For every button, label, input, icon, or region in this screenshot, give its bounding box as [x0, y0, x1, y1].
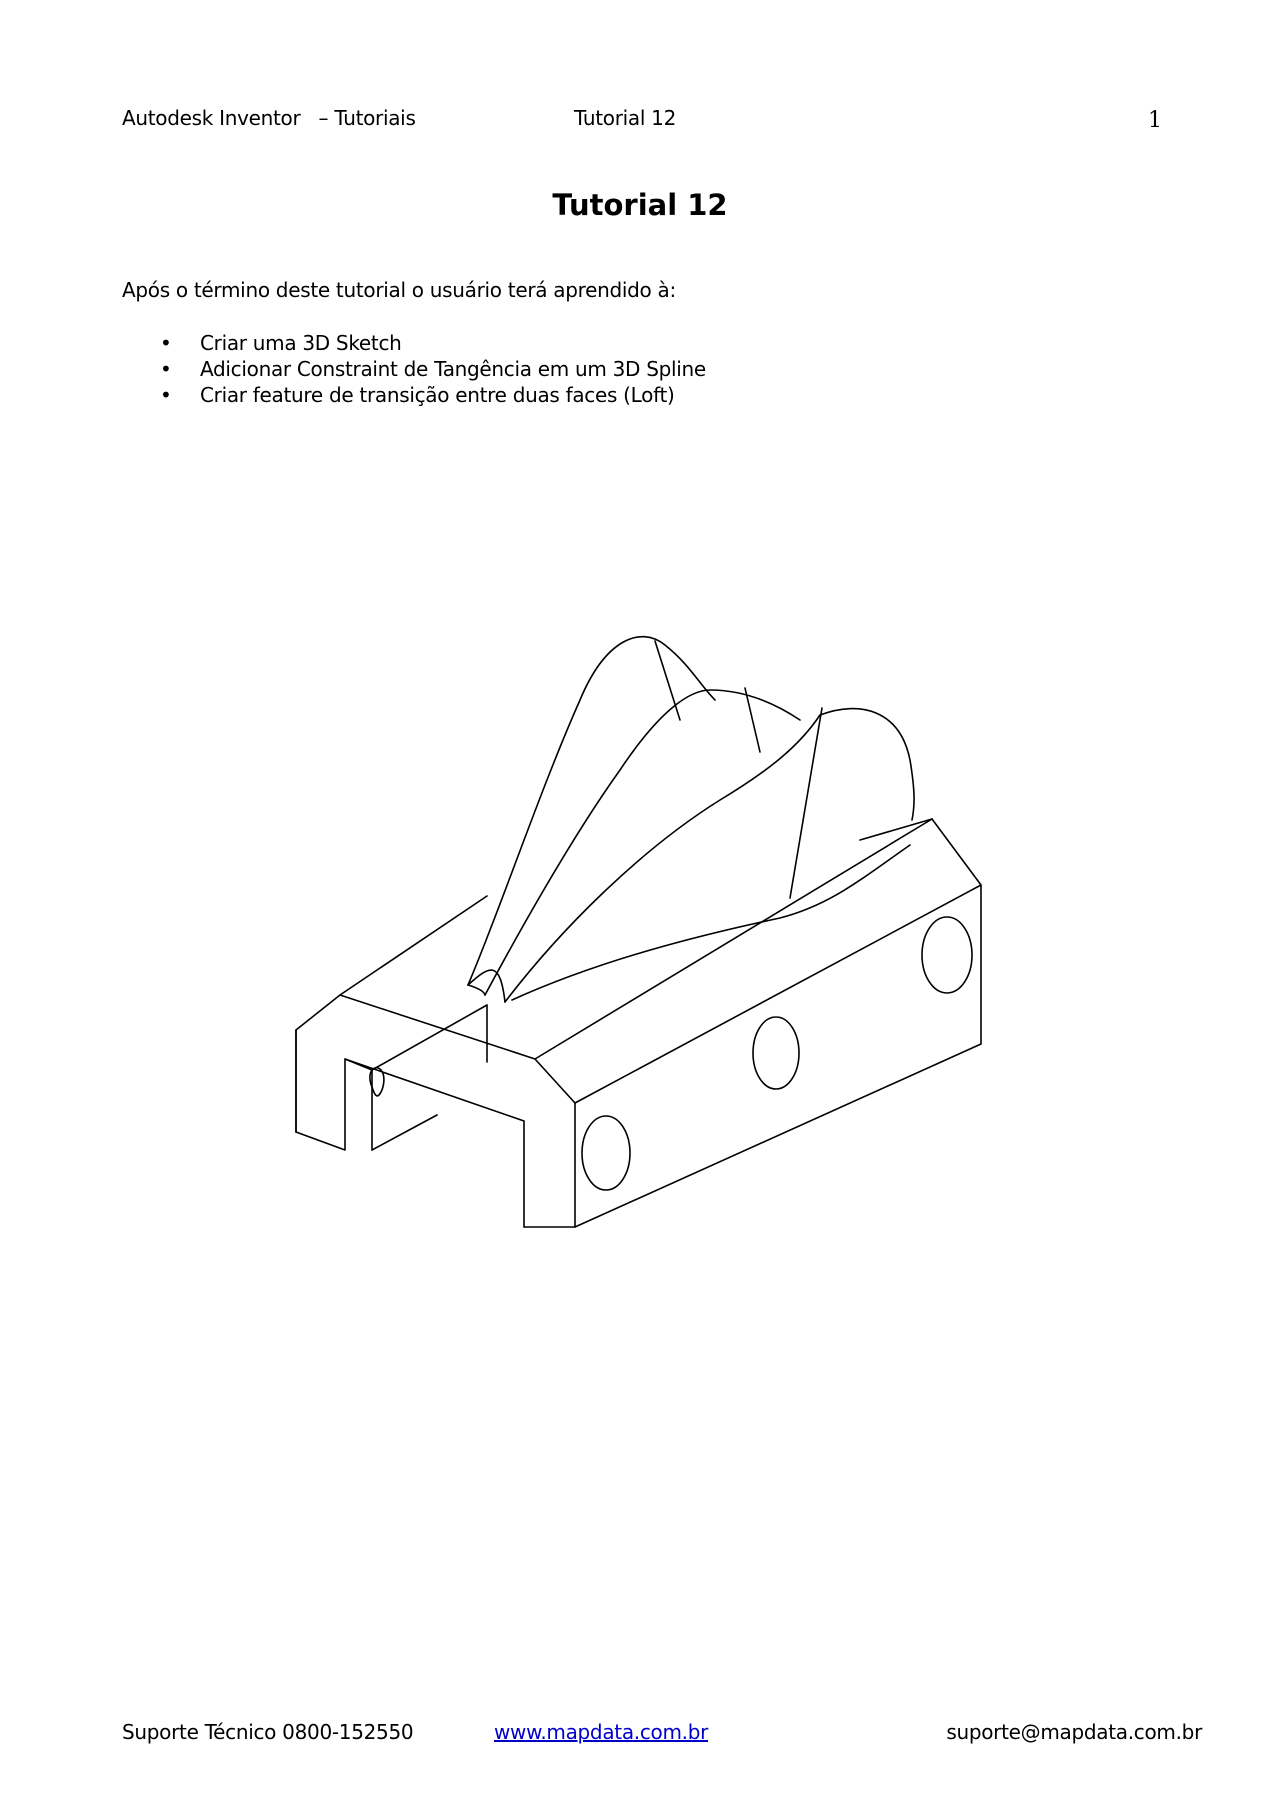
footer-email: suporte@mapdata.com.br — [946, 1720, 1202, 1744]
list-item-text: Criar feature de transição entre duas faces (Loft) — [200, 383, 675, 407]
isometric-part-drawing — [280, 625, 1010, 1245]
bullet-icon: • — [160, 357, 172, 381]
bullet-icon: • — [160, 331, 172, 355]
page-number: 1 — [1148, 108, 1162, 133]
list-item — [160, 330, 706, 356]
page-title — [0, 188, 1280, 222]
list-item — [160, 356, 706, 382]
list-item — [160, 382, 706, 408]
part-holes — [370, 917, 972, 1190]
header-left: Autodesk Inventor – Tutoriais — [122, 106, 416, 130]
objectives-list — [160, 330, 706, 408]
list-item-text: Adicionar Constraint de Tangência em um 3D Spline — [200, 357, 706, 381]
header-center: Tutorial 12 — [574, 106, 677, 130]
footer-website-link[interactable]: www.mapdata.com.br — [494, 1720, 709, 1744]
list-item-text: Criar uma 3D Sketch — [200, 331, 402, 355]
part-base — [296, 819, 981, 1227]
bullet-icon: • — [160, 383, 172, 407]
intro-text: Após o término deste tutorial o usuário terá aprendido à: — [122, 278, 676, 302]
page-title-text: Tutorial 12 — [552, 188, 728, 222]
footer-support: Suporte Técnico 0800-152550 — [122, 1720, 414, 1744]
loft-fins — [468, 637, 914, 1002]
